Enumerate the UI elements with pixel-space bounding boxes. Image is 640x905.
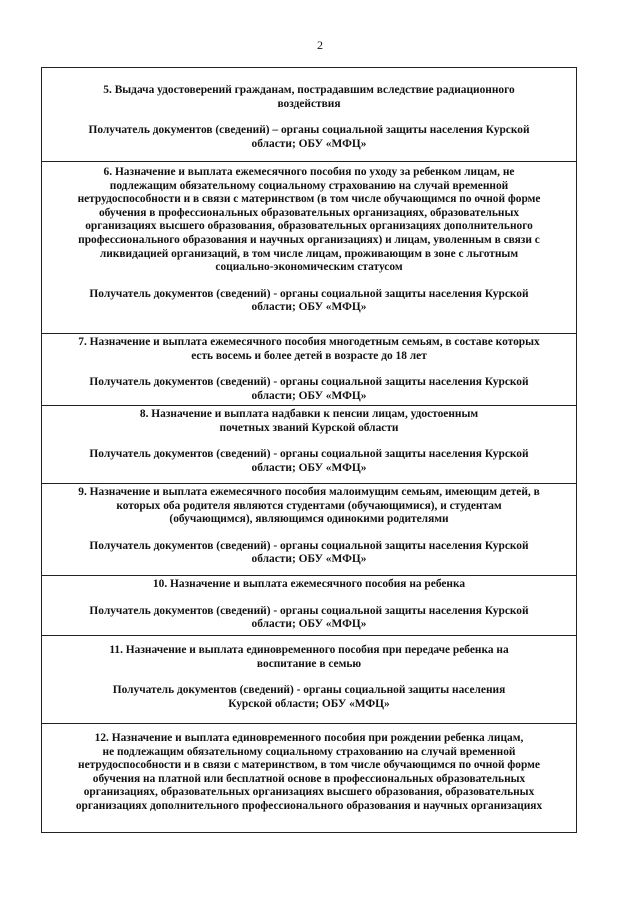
page-number: 2 bbox=[317, 38, 323, 52]
section-recipient: Получатель документов (сведений) - органы социальной защиты населения Курской области; ОБУ «МФЦ» bbox=[112, 684, 506, 710]
section-recipient: Получатель документов (сведений) – органы социальной защиты населения Курской области; ОБУ «МФЦ» bbox=[88, 124, 530, 150]
section-recipient: Получатель документов (сведений) - органы социальной защиты населения Курской области; ОБУ «МФЦ» bbox=[89, 448, 529, 474]
section-12 bbox=[42, 724, 576, 832]
section-5 bbox=[42, 68, 576, 162]
section-title: 9. Назначение и выплата ежемесячного пособия малоимущим семьям, имеющим детей, в которых оба родителя являются студентами (обучающимися), и студентам (обучающимся), являющимся одинокими родителями bbox=[78, 486, 540, 526]
section-11 bbox=[42, 636, 576, 724]
section-title: 10. Назначение и выплата ежемесячного пособия на ребенка bbox=[152, 578, 466, 590]
section-title: 6. Назначение и выплата ежемесячного пособия по уходу за ребенком лицам, не подлежащим обязательному социальному страхованию на случай временной нетрудоспособности и в связи с материнством (в том числе обучающимся по очной форме обучения в профессиональных образовательных организациях, образовательных организациях высшего образования, образовательных организациях дополнительного профессионального образования и научных организациях) и лицам, уволенным в связи с ликвидацией организаций, в том числе лицам, проживающим в зоне с льготным социально-экономическим статусом bbox=[77, 166, 541, 274]
section-title: 12. Назначение и выплата единовременного пособия при рождении ребенка лицам, не подлежащим обязательному социальному страхованию на случай временной нетрудоспособности и в связи с материнством, в том числе обучающимся по очной форме обучения на платной или бесплатной основе в профессиональных образовательных организациях, образовательных организациях высшего образования, образовательных организациях дополнительного профессионального образования и научных организациях bbox=[75, 732, 543, 812]
section-recipient: Получатель документов (сведений) - органы социальной защиты населения Курской области; ОБУ «МФЦ» bbox=[89, 376, 529, 402]
section-title: 5. Выдача удостоверений гражданам, пострадавшим вследствие радиационного воздействия bbox=[103, 84, 515, 110]
section-recipient: Получатель документов (сведений) - органы социальной защиты населения Курской области; ОБУ «МФЦ» bbox=[89, 604, 529, 631]
section-8 bbox=[42, 406, 576, 484]
section-title: 7. Назначение и выплата ежемесячного пособия многодетным семьям, в составе которых есть восемь и более детей в возрасте до 18 лет bbox=[78, 336, 540, 362]
section-10 bbox=[42, 576, 576, 636]
services-table bbox=[41, 67, 577, 833]
section-title: 8. Назначение и выплата надбавки к пенсии лицам, удостоенным почетных званий Курской области bbox=[139, 408, 479, 434]
section-9 bbox=[42, 484, 576, 576]
section-recipient: Получатель документов (сведений) - органы социальной защиты населения Курской области; ОБУ «МФЦ» bbox=[89, 539, 529, 566]
section-recipient: Получатель документов (сведений) - органы социальной защиты населения Курской области; ОБУ «МФЦ» bbox=[89, 287, 529, 314]
section-title: 11. Назначение и выплата единовременного пособия при передаче ребенка на воспитание в семью bbox=[109, 644, 509, 670]
section-7 bbox=[42, 334, 576, 406]
section-6 bbox=[42, 162, 576, 334]
